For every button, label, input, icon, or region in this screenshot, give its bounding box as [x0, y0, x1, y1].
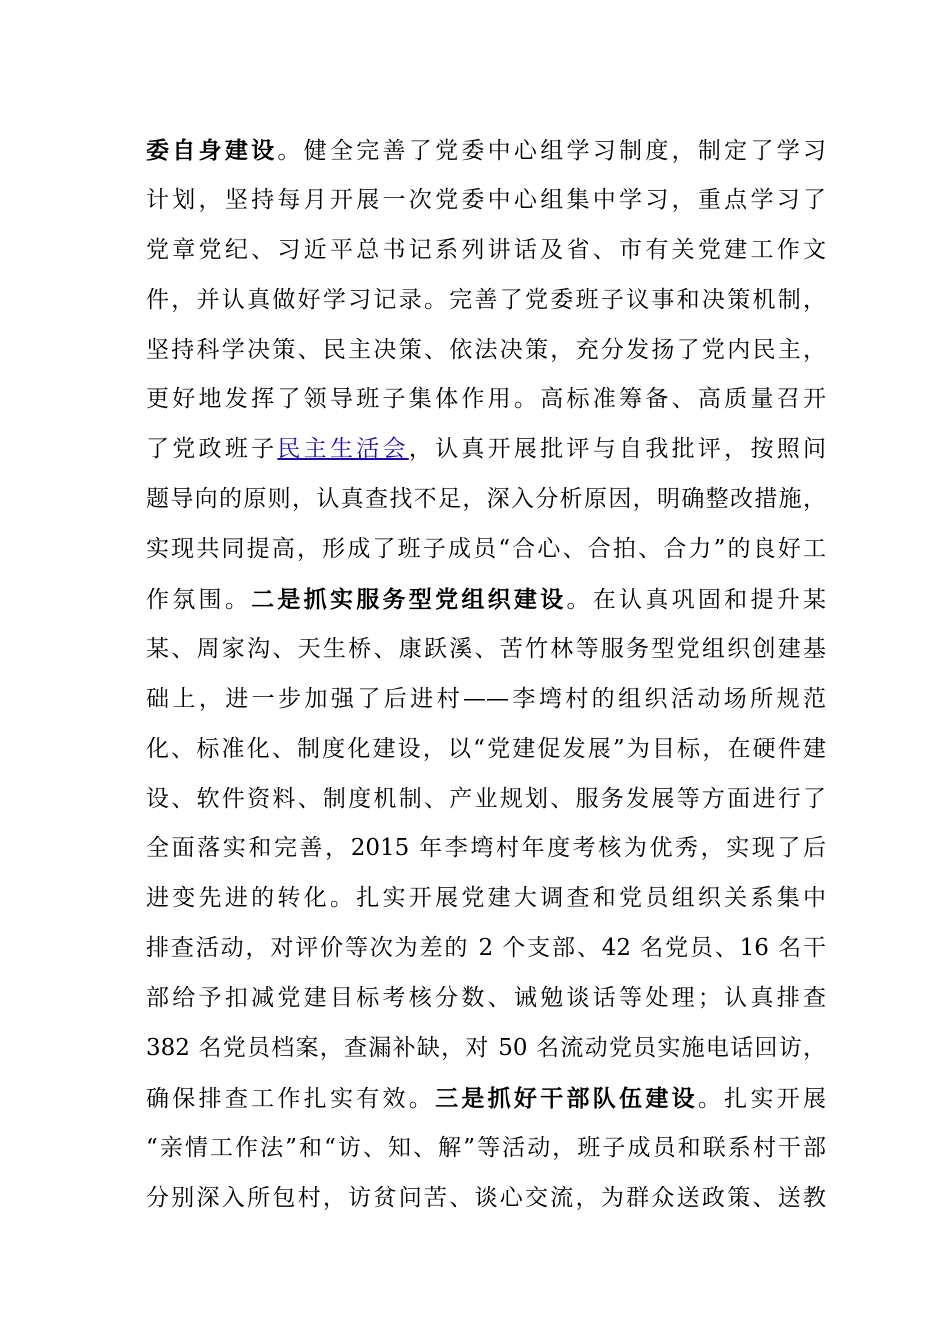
text-segment: 党章党纪、习近平总书记系列讲话及省、市有关党建工作文: [146, 236, 826, 263]
body-paragraph: [146, 126, 826, 1224]
text-line: [146, 874, 826, 924]
text-segment: 排查活动，对评价等次为差的 2 个支部、42 名党员、16 名干: [146, 935, 826, 962]
inline-link[interactable]: 民主生活会: [277, 436, 409, 463]
text-segment: 坚持科学决策、民主决策、依法决策，充分发扬了党内民主，: [146, 336, 826, 363]
text-segment: 了党政班子: [146, 436, 278, 463]
text-line: [146, 775, 826, 825]
text-segment: 确保排查工作扎实有效。: [146, 1085, 436, 1112]
text-segment: 设、软件资料、制度机制、产业规划、服务发展等方面进行了: [146, 785, 826, 812]
text-line: [146, 924, 826, 974]
text-segment: ，认真开展批评与自我批评，按照问: [408, 436, 827, 463]
bold-heading-text: 三是抓好干部队伍建设: [435, 1084, 698, 1112]
text-segment: 。扎实开展: [697, 1085, 827, 1112]
text-line: [146, 475, 826, 525]
text-segment: 分别深入所包村，访贫问苦、谈心交流，为群众送政策、送教: [146, 1184, 826, 1211]
text-line: [146, 176, 826, 226]
text-line: [146, 375, 826, 425]
text-segment: 题导向的原则，认真查找不足，深入分析原因，明确整改措施，: [146, 486, 826, 513]
text-segment: 化、标准化、制度化建设，以“党建促发展”为目标，在硬件建: [146, 735, 826, 762]
text-segment: 件，并认真做好学习记录。完善了党委班子议事和决策机制，: [146, 286, 826, 313]
text-line: [146, 625, 826, 675]
text-line: [146, 1174, 826, 1224]
text-line: [146, 126, 826, 176]
text-segment: 作氛围。: [146, 587, 252, 614]
bold-heading-text: 委自身建设: [146, 137, 278, 164]
text-line: [146, 974, 826, 1024]
text-line: [146, 824, 826, 874]
text-segment: “亲情工作法”和“访、知、解”等活动，班子成员和联系村干部: [146, 1134, 826, 1161]
text-line: [146, 575, 826, 625]
text-line: [146, 1074, 826, 1124]
text-segment: 实现共同提高，形成了班子成员“合心、合拍、合力”的良好工: [146, 536, 826, 563]
bold-heading-text: 二是抓实服务型党组织建设: [251, 586, 567, 614]
text-segment: 。健全完善了党委中心组学习制度，制定了学习: [277, 138, 827, 164]
text-segment: 计划，坚持每月开展一次党委中心组集中学习，重点学习了: [146, 186, 826, 213]
text-segment: 更好地发挥了领导班子集体作用。高标准筹备、高质量召开: [146, 386, 826, 413]
text-line: [146, 425, 826, 475]
text-segment: 某、周家沟、天生桥、康跃溪、苦竹林等服务型党组织创建基: [146, 635, 826, 662]
text-line: [146, 276, 826, 326]
text-segment: 全面落实和完善，2015 年李塆村年度考核为优秀，实现了后: [146, 835, 826, 862]
text-segment: 382 名党员档案，查漏补缺，对 50 名流动党员实施电话回访，: [146, 1035, 826, 1062]
text-line: [146, 326, 826, 376]
text-segment: 部给予扣减党建目标考核分数、诫勉谈话等处理；认真排查: [146, 985, 826, 1012]
text-line: [146, 1024, 826, 1074]
text-segment: 。在认真巩固和提升某: [566, 587, 827, 614]
text-line: [146, 1124, 826, 1174]
text-line: [146, 525, 826, 575]
text-line: [146, 675, 826, 725]
text-line: [146, 226, 826, 276]
text-segment: 础上，进一步加强了后进村——李塆村的组织活动场所规范: [146, 685, 826, 712]
text-segment: 进变先进的转化。扎实开展党建大调查和党员组织关系集中: [146, 885, 826, 912]
text-line: [146, 725, 826, 775]
